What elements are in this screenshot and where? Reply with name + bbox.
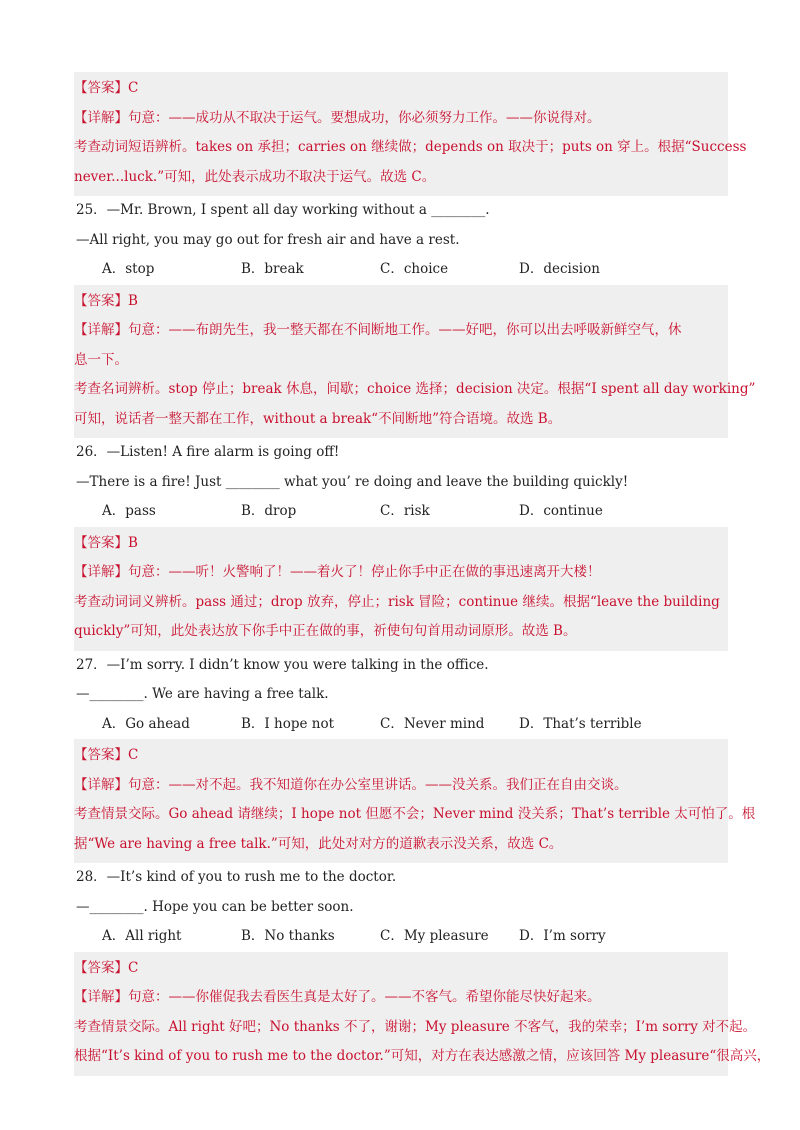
- detail-analysis: 考查动词短语辨析。takes on 承担；carries on 继续做；depends on 取决于；puts on 穿上。根据“Success: [74, 139, 747, 155]
- answer-label: 【答案】B: [74, 534, 138, 551]
- detail-analysis: 考查情景交际。All right 好吧；No thanks 不了，谢谢；My pleasure 不客气，我的荣幸；I’m sorry 对不起。: [74, 1018, 757, 1035]
- option-d: D．I’m sorry: [519, 928, 606, 944]
- detail-translation-cont: 息一下。: [74, 351, 128, 368]
- answer-label: 【答案】C: [74, 747, 139, 763]
- option-b: B．No thanks: [241, 928, 335, 944]
- options-row: [76, 710, 726, 740]
- detail-translation: 【详解】句意：——成功从不取决于运气。要想成功，你必须努力工作。——你说得对。: [74, 109, 601, 126]
- option-a: A．Go ahead: [102, 715, 190, 732]
- detail-translation: 【详解】句意：——听！火警响了！——着火了！停止你手中正在做的事迅速离开大楼！: [74, 564, 601, 580]
- answer-label: 【答案】B: [74, 292, 138, 309]
- option-d: D．decision: [519, 261, 600, 277]
- question-response: —All right, you may go out for fresh air and have a rest.: [76, 231, 460, 248]
- option-d: D．continue: [519, 503, 603, 519]
- option-a: A．pass: [102, 503, 156, 519]
- options-row: [76, 922, 726, 952]
- question-28: [74, 863, 771, 1076]
- answer-block-25: [74, 285, 756, 439]
- question-27: [74, 651, 756, 864]
- detail-translation: 【详解】句意：——布朗先生，我一整天都在不间断地工作。——好吧，你可以出去呼吸新鲜空气，休: [74, 322, 682, 338]
- detail-analysis: 据“We are having a free talk.”可知，此处对对方的道歉表示没关系，故选 C。: [74, 835, 563, 852]
- detail-analysis: quickly”可知，此处表达放下你手中正在做的事，祈使句句首用动词原形。故选 B。: [74, 623, 577, 639]
- detail-analysis: 可知，说话者一整天都在工作，without a break“不间断地”符合语境。故选 B。: [74, 410, 562, 427]
- detail-analysis: never...luck.”可知，此处表示成功不取决于运气。故选 C。: [74, 168, 436, 185]
- question-stem: 28．—It’s kind of you to rush me to the doctor.: [76, 869, 397, 885]
- answer-block-28: [74, 952, 771, 1076]
- option-a: A．All right: [102, 928, 182, 944]
- question-25: [74, 196, 756, 438]
- answer-label: 【答案】C: [74, 959, 139, 976]
- question-response: —There is a fire! Just ________ what you’ re doing and leave the building quickly!: [76, 473, 629, 490]
- answer-block-27: [74, 739, 756, 863]
- document-content: [74, 72, 771, 1076]
- answer-block-24: [74, 72, 747, 196]
- option-c: C．choice: [380, 261, 449, 277]
- question-stem: 26．—Listen! A fire alarm is going off!: [76, 444, 340, 460]
- options-row: [76, 497, 726, 527]
- option-a: A．stop: [102, 261, 155, 277]
- question-response: —________. Hope you can be better soon.: [76, 898, 354, 915]
- question-stem: 25．—Mr. Brown, I spent all day working without a ________.: [76, 202, 490, 218]
- option-d: D．That’s terrible: [519, 715, 642, 732]
- option-b: B．drop: [241, 503, 297, 519]
- option-c: C．risk: [380, 503, 430, 519]
- question-stem: 27．—I’m sorry. I didn’t know you were talking in the office.: [76, 656, 489, 673]
- answer-label: 【答案】C: [74, 80, 139, 96]
- detail-analysis: 考查动词词义辨析。pass 通过；drop 放弃，停止；risk 冒险；continue 继续。根据“leave the building: [74, 593, 720, 610]
- detail-translation: 【详解】句意：——对不起。我不知道你在办公室里讲话。——没关系。我们正在自由交谈。: [74, 776, 628, 793]
- option-b: B．break: [241, 261, 304, 277]
- option-b: B．I hope not: [241, 715, 335, 732]
- question-response: —________. We are having a free talk.: [76, 686, 329, 702]
- detail-analysis: 考查名词辨析。stop 停止；break 休息，间歇；choice 选择；decision 决定。根据“I spent all day working”: [74, 381, 756, 397]
- options-row: [76, 255, 726, 285]
- answer-block-26: [74, 527, 728, 651]
- detail-translation: 【详解】句意：——你催促我去看医生真是太好了。——不客气。希望你能尽快好起来。: [74, 989, 601, 1005]
- option-c: C．My pleasure: [380, 928, 489, 944]
- question-26: [76, 438, 726, 651]
- option-c: C．Never mind: [380, 715, 485, 732]
- detail-analysis: 考查情景交际。Go ahead 请继续；I hope not 但愿不会；Never mind 没关系；That’s terrible 太可怕了。根: [74, 806, 756, 822]
- detail-analysis: 根据“It’s kind of you to rush me to the doctor.”可知，对方在表达感激之情，应该回答 My pleasure“很高兴，: [74, 1048, 771, 1064]
